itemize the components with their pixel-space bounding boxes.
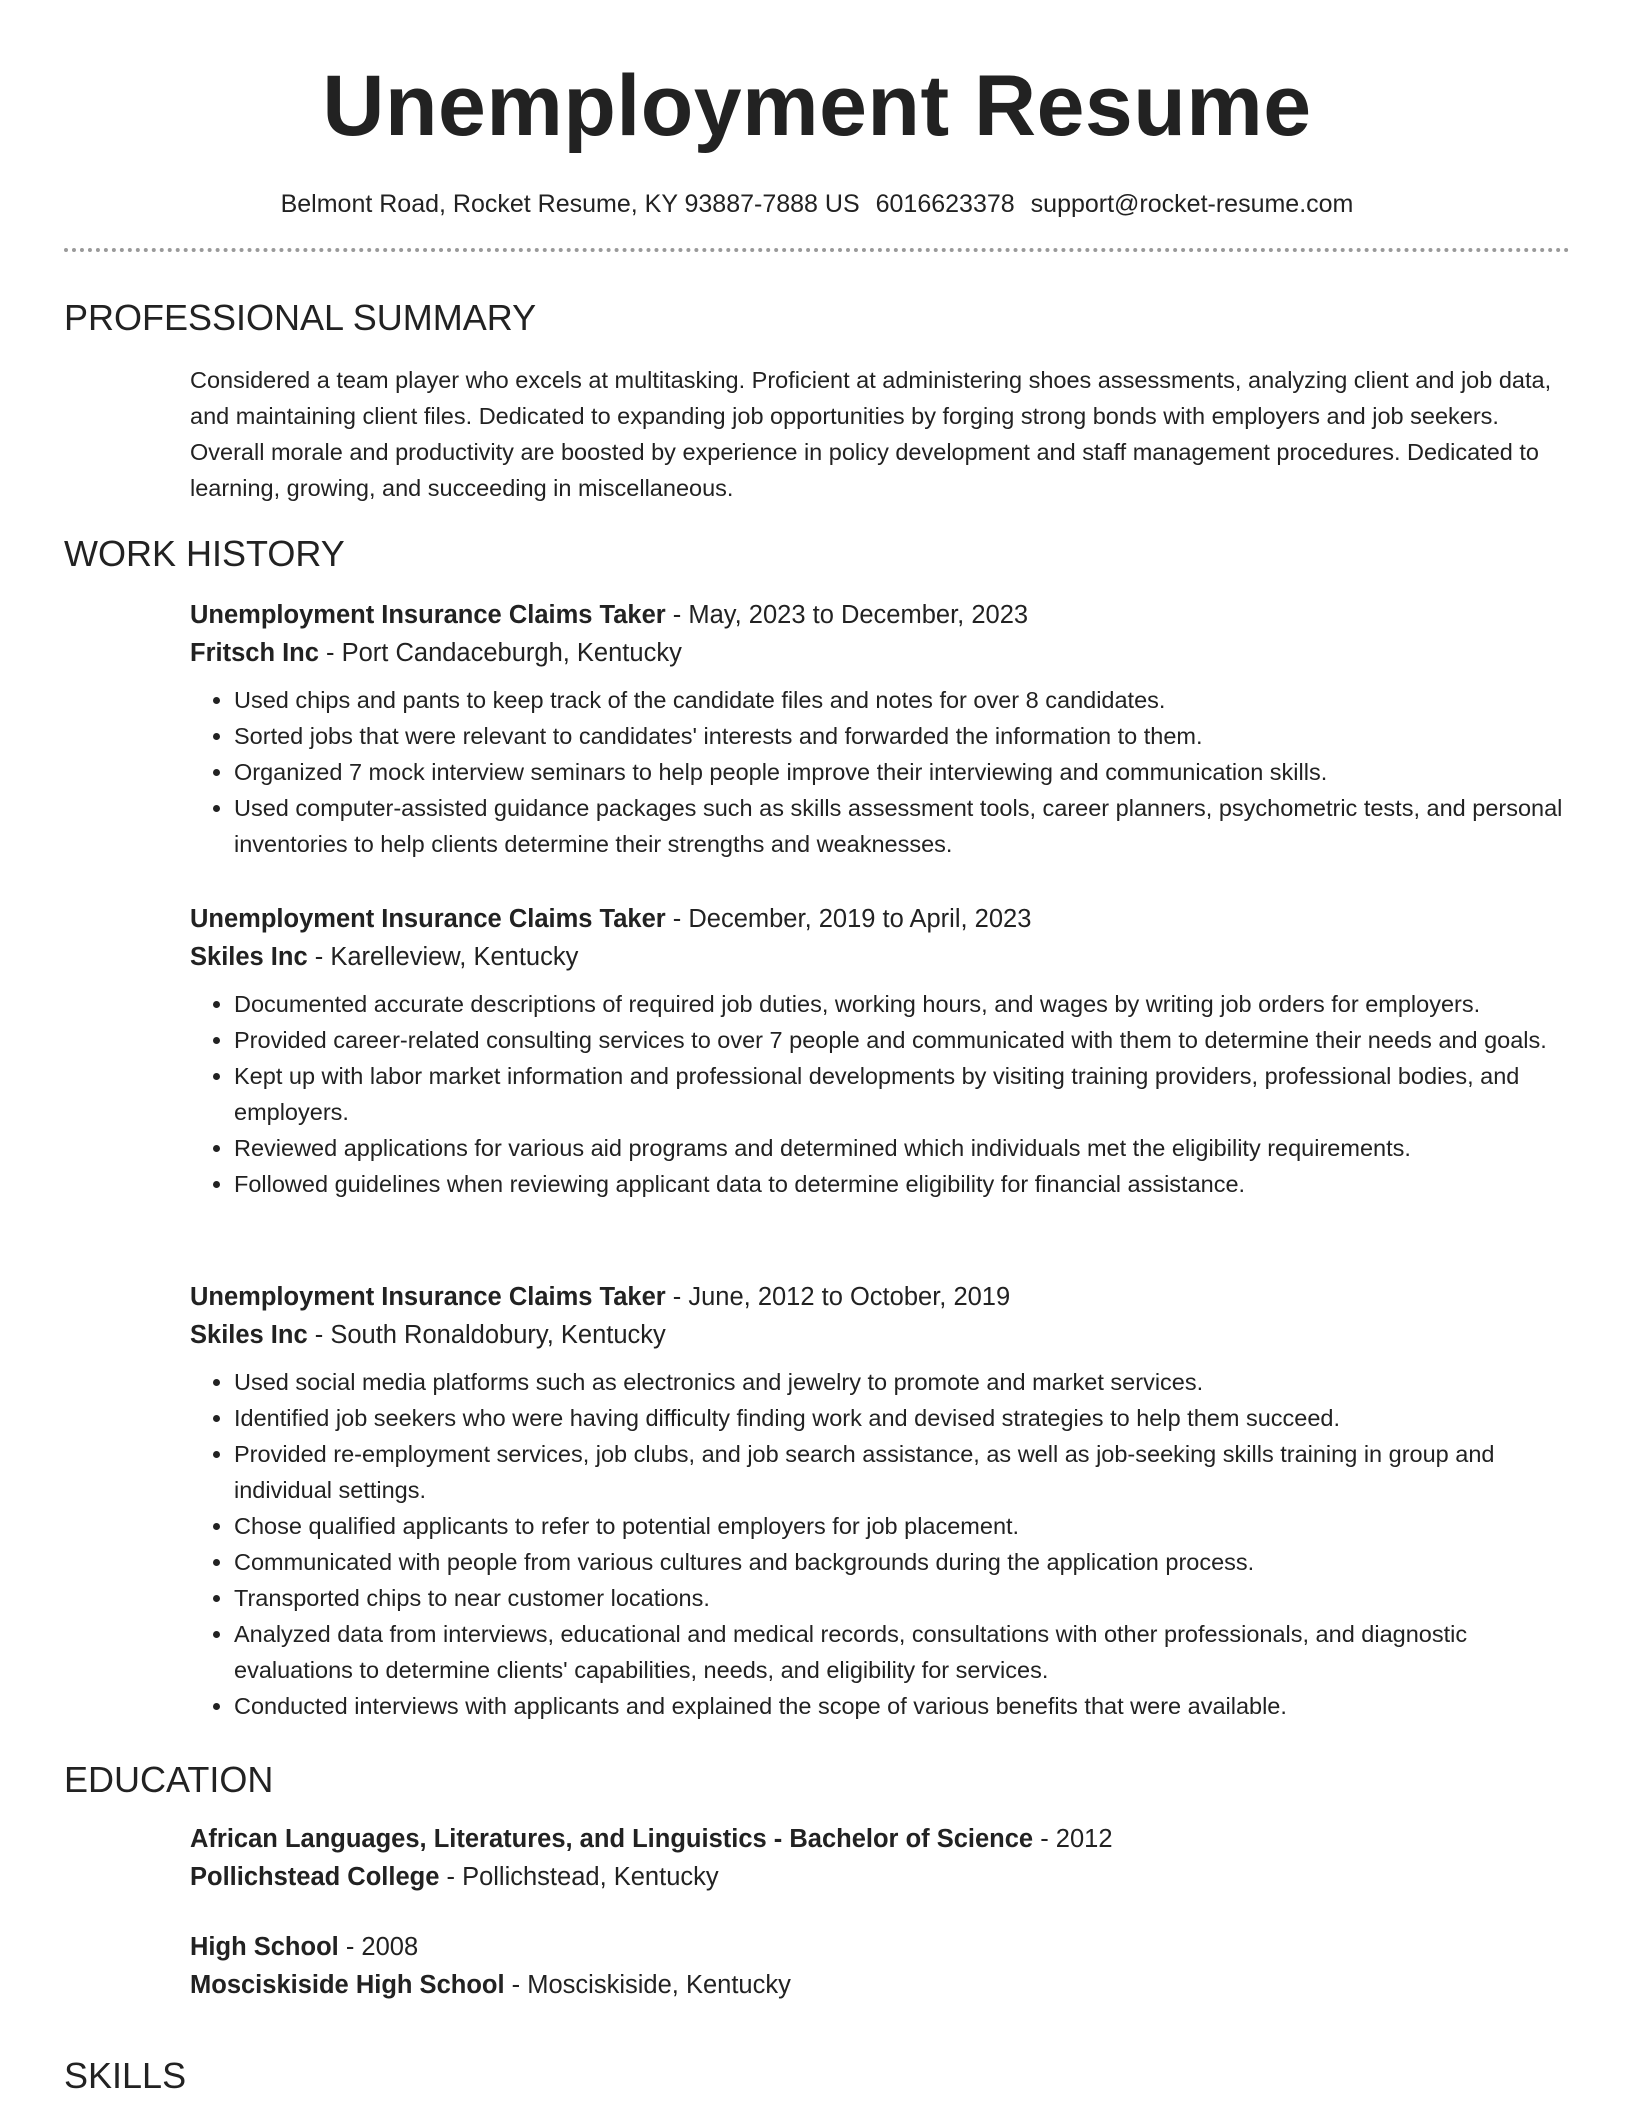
job-bullets xyxy=(190,1364,1570,1724)
education-heading xyxy=(190,1820,1570,1858)
job-bullet: • Communicated with people from various cultures and backgrounds during the application process. xyxy=(234,1544,1570,1580)
job-bullet: • Sorted jobs that were relevant to candidates' interests and forwarded the information to them. xyxy=(234,718,1570,754)
job-dates: - June, 2012 to October, 2019 xyxy=(665,1283,1011,1311)
job-bullet: • Chose qualified applicants to refer to potential employers for job placement. xyxy=(234,1508,1570,1544)
resume-name: Unemployment Resume xyxy=(322,58,1312,154)
education-entry xyxy=(190,1928,1570,2004)
resume-page xyxy=(64,0,1570,2096)
job-bullet: • Identified job seekers who were having difficulty finding work and devised strategies to help them succeed. xyxy=(234,1400,1570,1436)
contact-line xyxy=(64,186,1570,222)
education-school: Mosciskiside High School xyxy=(190,1971,505,1999)
education-degree: African Languages, Literatures, and Linguistics - Bachelor of Science xyxy=(190,1825,1034,1853)
job-dates: - May, 2023 to December, 2023 xyxy=(665,601,1029,629)
job-entry xyxy=(190,1278,1570,1724)
job-bullet: • Documented accurate descriptions of required job duties, working hours, and wages by writing job orders for employers. xyxy=(234,986,1570,1022)
job-bullet: • Conducted interviews with applicants and explained the scope of various benefits that were available. xyxy=(234,1688,1570,1724)
job-title: Unemployment Insurance Claims Taker xyxy=(190,601,666,629)
education-location: - Mosciskiside, Kentucky xyxy=(504,1971,791,1999)
job-company: Fritsch Inc xyxy=(190,639,319,667)
job-bullet: • Transported chips to near customer locations. xyxy=(234,1580,1570,1616)
job-bullets xyxy=(190,682,1570,862)
job-bullet: • Used social media platforms such as electronics and jewelry to promote and market services. xyxy=(234,1364,1570,1400)
job-title: Unemployment Insurance Claims Taker xyxy=(190,1283,666,1311)
job-bullet: • Provided career-related consulting services to over 7 people and communicated with them to determine their needs and goals. xyxy=(234,1022,1570,1058)
job-bullet: • Reviewed applications for various aid programs and determined which individuals met the eligibility requirements. xyxy=(234,1130,1570,1166)
job-bullet: • Provided re-employment services, job clubs, and job search assistance, as well as job-seeking skills training in group and individual settings. xyxy=(234,1436,1570,1508)
education-location: - Pollichstead, Kentucky xyxy=(439,1863,719,1891)
job-location: - Karelleview, Kentucky xyxy=(307,943,579,971)
section-title-summary: PROFESSIONAL SUMMARY xyxy=(64,297,537,338)
job-location: - South Ronaldobury, Kentucky xyxy=(307,1321,666,1349)
job-company: Skiles Inc xyxy=(190,943,308,971)
summary-text: Considered a team player who excels at multitasking. Proficient at administering shoes assessments, analyzing client and job data, and maintaining client files. Dedicated to expanding job opportunities by forging strong bonds with employers and job seekers. Overall morale and productivity are boosted by experience in policy development and staff management procedures. Dedicated to learning, growing, and succeeding in miscellaneous. xyxy=(190,367,1552,501)
job-company: Skiles Inc xyxy=(190,1321,308,1349)
job-bullet: • Analyzed data from interviews, educational and medical records, consultations with other professionals, and diagnostic evaluations to determine clients' capabilities, needs, and eligibility for services. xyxy=(234,1616,1570,1688)
education-degree: High School xyxy=(190,1933,339,1961)
education-school-line xyxy=(190,1966,1570,2004)
job-heading xyxy=(190,900,1570,938)
education-year: - 2012 xyxy=(1033,1825,1113,1853)
job-entry xyxy=(190,596,1570,862)
job-location: - Port Candaceburgh, Kentucky xyxy=(318,639,682,667)
education-entry xyxy=(190,1820,1570,1896)
section-title-work: WORK HISTORY xyxy=(64,533,345,574)
job-heading xyxy=(190,1278,1570,1316)
job-bullet: • Kept up with labor market information and professional developments by visiting training providers, professional bodies, and employers. xyxy=(234,1058,1570,1130)
section-title-education: EDUCATION xyxy=(64,1759,274,1800)
header-divider xyxy=(64,248,1570,252)
education-school: Pollichstead College xyxy=(190,1863,440,1891)
contact-phone: 6016623378 xyxy=(875,190,1015,218)
job-heading xyxy=(190,596,1570,634)
job-bullet: • Followed guidelines when reviewing applicant data to determine eligibility for financial assistance. xyxy=(234,1166,1570,1202)
job-dates: - December, 2019 to April, 2023 xyxy=(665,905,1032,933)
education-school-line xyxy=(190,1858,1570,1896)
job-company-line xyxy=(190,938,1570,976)
job-title: Unemployment Insurance Claims Taker xyxy=(190,905,666,933)
job-entry xyxy=(190,900,1570,1202)
section-title-skills: SKILLS xyxy=(64,2055,187,2096)
contact-address: Belmont Road, Rocket Resume, KY 93887-7888 US xyxy=(280,190,860,218)
job-bullets xyxy=(190,986,1570,1202)
education-year: - 2008 xyxy=(338,1933,419,1961)
job-bullet: • Organized 7 mock interview seminars to help people improve their interviewing and communication skills. xyxy=(234,754,1570,790)
job-bullet: • Used chips and pants to keep track of the candidate files and notes for over 8 candidates. xyxy=(234,682,1570,718)
job-company-line xyxy=(190,634,1570,672)
job-bullet: • Used computer-assisted guidance packages such as skills assessment tools, career planners, psychometric tests, and personal inventories to help clients determine their strengths and weaknesses. xyxy=(234,790,1570,862)
job-company-line xyxy=(190,1316,1570,1354)
contact-email: support@rocket-resume.com xyxy=(1030,190,1354,218)
education-heading xyxy=(190,1928,1570,1966)
